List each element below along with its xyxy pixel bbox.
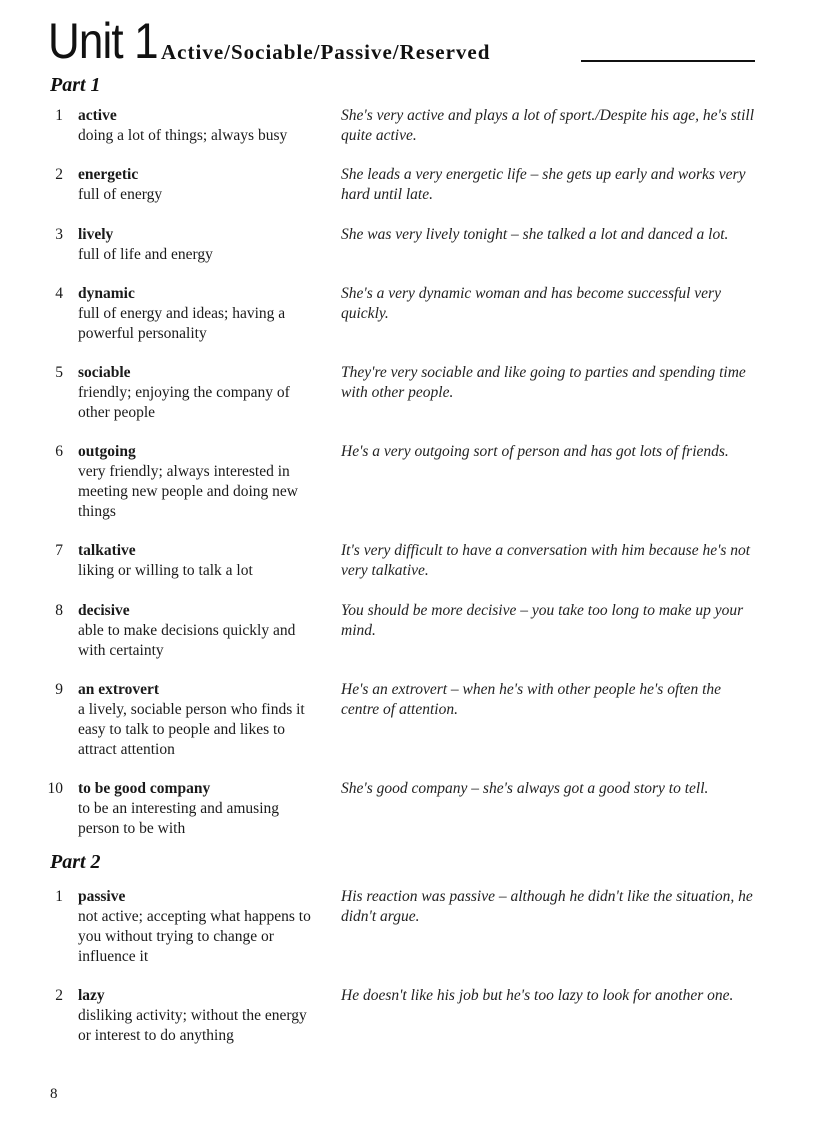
entry-number: 3 xyxy=(55,226,63,243)
entry-number: 5 xyxy=(55,364,63,381)
entry-definition: to be an interesting and amusing person to be with xyxy=(78,800,280,837)
unit-number: Unit 1 xyxy=(48,13,158,69)
title-rule xyxy=(581,60,755,62)
part-1-heading: Part 1 xyxy=(50,74,101,96)
entry-term: lazy xyxy=(78,987,105,1004)
entry-number: 7 xyxy=(55,542,63,559)
entry-definition: full of energy xyxy=(78,186,163,203)
page-number: 8 xyxy=(50,1086,58,1102)
entry-term: talkative xyxy=(78,542,136,559)
entry-term: active xyxy=(78,107,117,124)
entry-example: They're very sociable and like going to parties and spending time with other people. xyxy=(341,364,746,401)
entry-definition: a lively, sociable person who finds it easy to talk to people and likes to attract attention xyxy=(78,701,305,758)
part-2-heading: Part 2 xyxy=(50,851,101,873)
entry-number: 4 xyxy=(55,285,63,302)
entry-example: His reaction was passive – although he didn't like the situation, he didn't argue. xyxy=(341,888,753,925)
entry-example: She's a very dynamic woman and has become successful very quickly. xyxy=(341,285,721,322)
entry-term: decisive xyxy=(78,602,130,619)
entry-term: passive xyxy=(78,888,126,905)
entry-example: She's very active and plays a lot of sport./Despite his age, he's still quite active. xyxy=(341,107,755,144)
entry-definition: very friendly; always interested in meeting new people and doing new things xyxy=(78,463,298,520)
entry-term: outgoing xyxy=(78,443,136,460)
entry-number: 8 xyxy=(55,602,63,619)
entry-term: lively xyxy=(78,226,114,243)
entry-definition: doing a lot of things; always busy xyxy=(78,127,288,144)
entry-example: It's very difficult to have a conversation with him because he's not very talkative. xyxy=(341,542,751,579)
entry-number: 10 xyxy=(47,780,63,797)
entry-definition: able to make decisions quickly and with certainty xyxy=(78,622,296,659)
entry-number: 2 xyxy=(55,987,63,1004)
entry-definition: liking or willing to talk a lot xyxy=(78,562,253,579)
entry-definition: not active; accepting what happens to you without trying to change or influence it xyxy=(78,908,311,965)
entry-definition: friendly; enjoying the company of other people xyxy=(78,384,290,421)
entry-example: You should be more decisive – you take too long to make up your mind. xyxy=(341,602,744,639)
unit-header xyxy=(48,10,758,72)
entry-term: energetic xyxy=(78,166,139,183)
entry-number: 2 xyxy=(55,166,63,183)
entry-number: 1 xyxy=(55,107,63,124)
entry-example: He's a very outgoing sort of person and has got lots of friends. xyxy=(341,443,729,460)
entry-definition: full of energy and ideas; having a powerful personality xyxy=(78,305,286,342)
entry-term: to be good company xyxy=(78,780,211,797)
entry-term: an extrovert xyxy=(78,681,160,698)
entry-number: 1 xyxy=(55,888,63,905)
entry-definition: disliking activity; without the energy or interest to do anything xyxy=(78,1007,307,1044)
entry-example: He doesn't like his job but he's too lazy to look for another one. xyxy=(341,987,734,1004)
entry-example: She leads a very energetic life – she gets up early and works very hard until late. xyxy=(341,166,746,203)
entry-definition: full of life and energy xyxy=(78,246,213,263)
unit-title: Active/Sociable/Passive/Reserved xyxy=(161,40,491,64)
entry-example: He's an extrovert – when he's with other people he's often the centre of attention. xyxy=(341,681,721,718)
entry-example: She was very lively tonight – she talked a lot and danced a lot. xyxy=(341,226,729,243)
entry-example: She's good company – she's always got a good story to tell. xyxy=(341,780,709,797)
entry-term: sociable xyxy=(78,364,131,381)
entry-number: 9 xyxy=(55,681,63,698)
entry-number: 6 xyxy=(55,443,63,460)
entry-term: dynamic xyxy=(78,285,135,302)
